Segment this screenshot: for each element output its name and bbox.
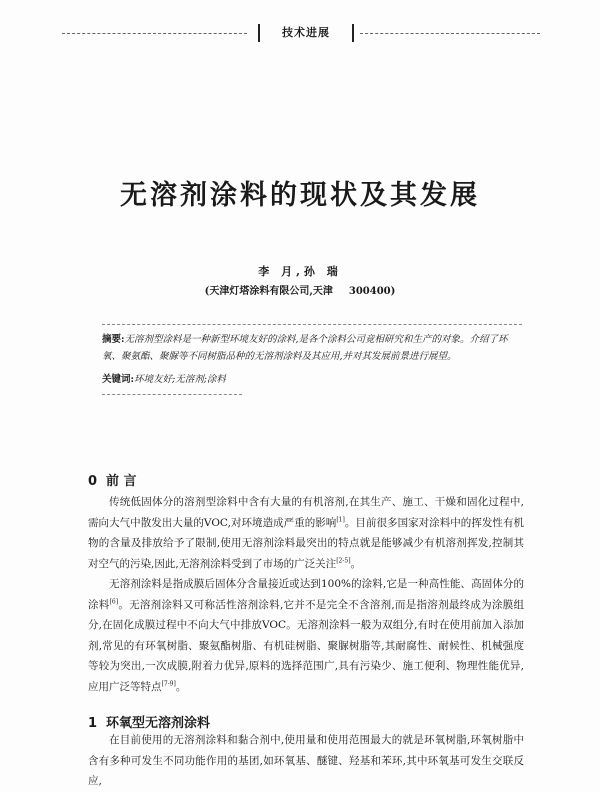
- section-title: 环氧型无溶剂涂料: [106, 716, 211, 731]
- abstract: [102, 331, 522, 365]
- keywords: [102, 373, 522, 387]
- affiliation-name: (天津灯塔涂料有限公司,天津: [204, 286, 333, 297]
- citation: [1]: [336, 516, 345, 523]
- paragraph: 无溶剂涂料是指成膜后固体分含量接近或达到100%的涂料,它是一种高性能、高固体分的涂料[6]。无溶剂涂料又可称活性溶剂涂料,它并不是完全不含溶剂,而是指溶剂最终成为涂膜组分,在固化成膜过程中不向大气中排放VOC。无溶剂涂料一般为双组分,有时在使用前加入添加剂,常见的有环氧树脂、聚氨酯树脂、有机硅树脂、聚脲树脂等,其耐腐性、耐候性、机械强度等较为突出,一次成膜,附着力优异,原料的选择范围广,具有污染少、施工便利、物理性能优异,应用广泛等特点[7-9]。: [88, 578, 524, 693]
- intro-body: [88, 492, 524, 697]
- section-title: 前 言: [106, 474, 137, 489]
- affiliation: [0, 282, 600, 297]
- header-rule-right: [360, 33, 540, 35]
- citation: [7-9]: [161, 680, 176, 687]
- abstract-bottom-rule: [102, 394, 242, 396]
- section-number: 1: [88, 716, 98, 731]
- author-names: 李 月,孙 瑞: [258, 265, 342, 278]
- keywords-text: 环境友好;无溶剂;涂料: [134, 374, 226, 385]
- running-header: [62, 24, 540, 44]
- citation: [6]: [109, 598, 119, 605]
- keywords-label: 关键词:: [102, 374, 135, 385]
- section-heading-epoxy: [88, 712, 210, 731]
- postal-code: 300400): [348, 286, 396, 297]
- paragraph: 在目前使用的无溶剂涂料和黏合剂中,使用量和使用范围最大的就是环氧树脂,环氧树脂中含有多种可发生不同功能作用的基团,如环氧基、醚键、羟基和苯环,其中环氧基可发生交联反应,: [88, 734, 524, 787]
- section-heading-intro: [88, 470, 137, 489]
- citation: [2-5]: [336, 557, 351, 564]
- section-label: 技术进展: [258, 24, 354, 42]
- abstract-top-rule: [102, 324, 522, 326]
- paragraph: 传统低固体分的溶剂型涂料中含有大量的有机溶剂,在其生产、施工、干燥和固化过程中,需向大气中散发出大量的VOC,对环境造成严重的影响[1]。目前很多国家对涂料中的挥发性有机物的含量及排放给予了限制,使用无溶剂涂料最突出的特点就是能够减少有机溶剂挥发,控制其对空气的污染,因此,无溶剂涂料受到了市场的广泛关注[2-5]。: [88, 496, 524, 570]
- abstract-label: 摘要:: [102, 334, 125, 345]
- epoxy-body: [88, 730, 524, 792]
- section-number: 0: [88, 474, 98, 489]
- article-title: 无溶剂涂料的现状及其发展: [120, 180, 480, 211]
- abstract-text: 无溶剂型涂料是一种新型环境友好的涂料,是各个涂料公司竞相研究和生产的对象。介绍了环氧、聚氨酯、聚脲等不同树脂品种的无溶剂涂料及其应用,并对其发展前景进行展望。: [102, 334, 508, 362]
- header-rule-left: [62, 33, 247, 35]
